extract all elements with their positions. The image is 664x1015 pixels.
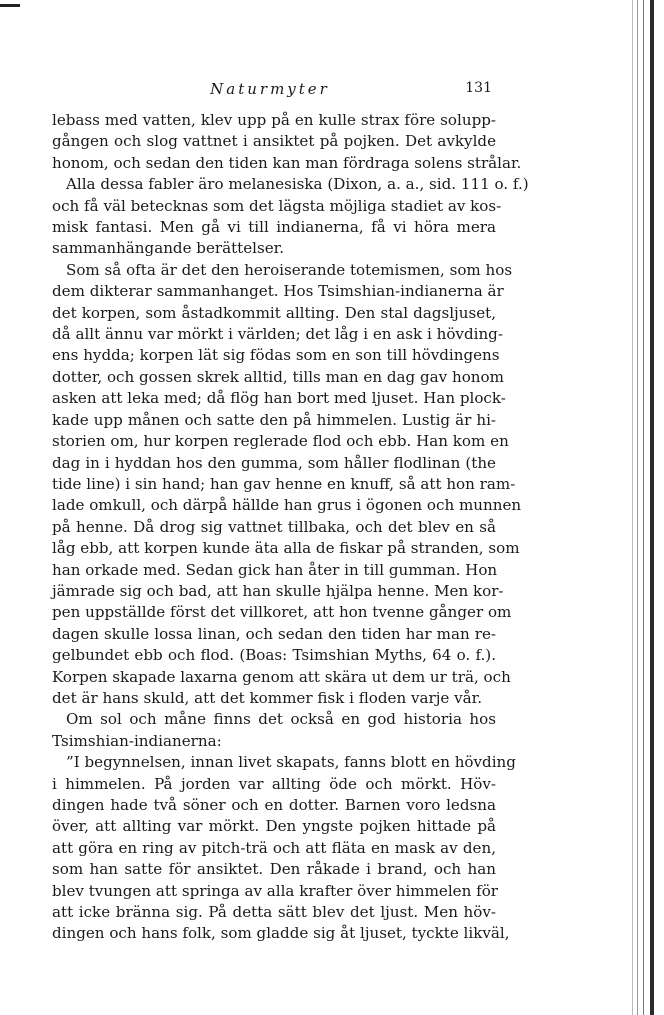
- text-line: dag in i hyddan hos den gumma, som håller flodlinan (the: [52, 453, 496, 472]
- text-line: Om sol och måne finns det också en god historia hos: [66, 710, 496, 729]
- text-line: lade omkull, och därpå hällde han grus i ögonen och munnen: [52, 496, 522, 515]
- text-line: då allt ännu var mörkt i världen; det låg i en ask i hövding-: [52, 325, 503, 344]
- text-line: i himmelen. På jorden var allting öde och mörkt. Höv-: [52, 774, 496, 793]
- text-line: tide line) i sin hand; han gav henne en knuff, så att hon ram-: [52, 474, 516, 493]
- text-line: kade upp månen och satte den på himmelen. Lustig är hi-: [52, 410, 496, 429]
- page-header: [48, 80, 492, 104]
- text-line: dotter, och gossen skrek alltid, tills man en dag gav honom: [52, 367, 504, 386]
- text-line: Korpen skapade laxarna genom att skära ut dem ur trä, och: [52, 667, 511, 686]
- text-line: Alla dessa fabler äro melanesiska (Dixon, a. a., sid. 111 o. f.): [66, 175, 529, 194]
- text-line: gången och slog vattnet i ansiktet på pojken. Det avkylde: [52, 132, 496, 151]
- text-line: det korpen, som åstadkommit allting. Den stal dagsljuset,: [52, 303, 496, 322]
- text-line: misk fantasi. Men gå vi till indianerna, få vi höra mera: [52, 218, 496, 237]
- text-line: låg ebb, att korpen kunde äta alla de fiskar på stranden, som: [52, 539, 520, 558]
- text-line: gelbundet ebb och flod. (Boas: Tsimshian Myths, 64 o. f.).: [52, 646, 496, 665]
- text-line: och få väl betecknas som det lägsta möjliga stadiet av kos-: [52, 196, 502, 215]
- text-line: att göra en ring av pitch-trä och att fläta en mask av den,: [52, 838, 496, 857]
- text-line: jämrade sig och bad, att han skulle hjälpa henne. Men kor-: [52, 581, 504, 600]
- running-title: Naturmyter: [210, 80, 330, 98]
- text-line: Tsimshian-indianerna:: [52, 731, 222, 750]
- text-line: pen uppställde först det villkoret, att hon tvenne gånger om: [52, 603, 512, 622]
- text-line: han orkade med. Sedan gick han åter in till gumman. Hon: [52, 560, 498, 579]
- text-line: blev tvungen att springa av alla krafter över himmelen för: [52, 881, 499, 900]
- body-text: [52, 110, 529, 945]
- text-line: dingen och hans folk, som gladde sig åt ljuset, tyckte likväl,: [52, 924, 510, 943]
- text-line: att icke bränna sig. På detta sätt blev det ljust. Men höv-: [52, 903, 496, 922]
- text-line: sammanhängande berättelser.: [52, 239, 285, 258]
- text-line: asken att leka med; då flög han bort med ljuset. Han plock-: [52, 389, 506, 408]
- page-number: 131: [465, 80, 492, 96]
- text-line: över, att allting var mörkt. Den yngste pojken hittade på: [52, 817, 496, 836]
- text-line: lebass med vatten, klev upp på en kulle strax före solupp-: [52, 111, 496, 129]
- text-line: dingen hade två söner och en dotter. Barnen voro ledsna: [52, 796, 496, 814]
- text-line: dagen skulle lossa linan, och sedan den tiden har man re-: [52, 624, 496, 643]
- text-line: som han satte för ansiktet. Den råkade i brand, och han: [52, 860, 496, 879]
- text-line: Som så ofta är det den heroiserande totemismen, som hos: [66, 260, 513, 279]
- page-binding-edge: [620, 0, 664, 1015]
- text-line: på henne. Då drog sig vattnet tillbaka, och det blev en så: [52, 517, 496, 536]
- text-line: storien om, hur korpen reglerade flod och ebb. Han kom en: [52, 432, 509, 451]
- corner-mark: [0, 4, 20, 7]
- text-line: ens hydda; korpen lät sig födas som en son till hövdingens: [52, 346, 500, 365]
- text-line: det är hans skuld, att det kommer fisk i floden varje vår.: [52, 688, 483, 707]
- text-line: ”I begynnelsen, innan livet skapats, fanns blott en hövding: [66, 753, 516, 772]
- text-line: dem dikterar sammanhanget. Hos Tsimshian-indianerna är: [52, 282, 504, 301]
- text-line: honom, och sedan den tiden kan man fördraga solens strålar.: [52, 153, 522, 172]
